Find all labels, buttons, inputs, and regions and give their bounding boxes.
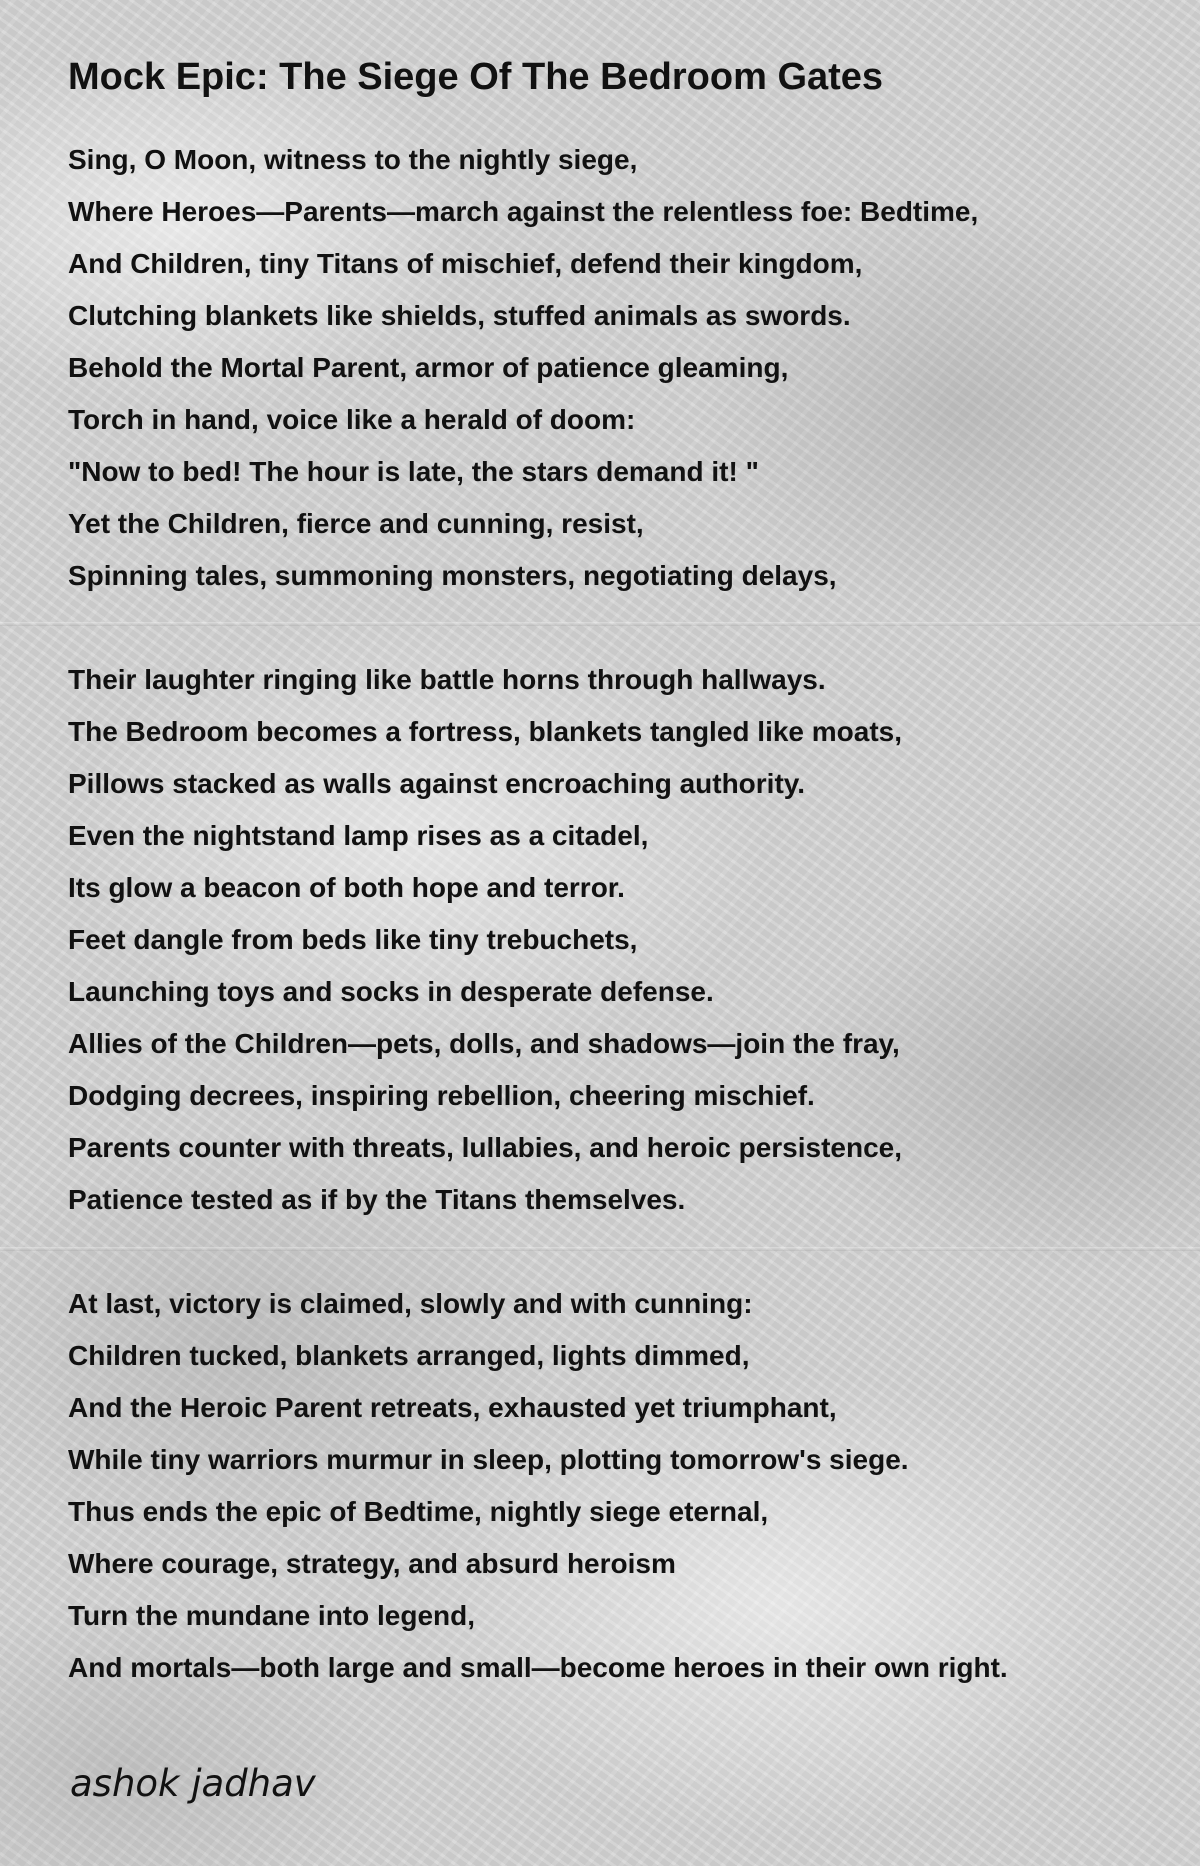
author-signature: ashok jadhav bbox=[70, 1762, 316, 1805]
poem-line: Torch in hand, voice like a herald of doom: bbox=[68, 404, 636, 435]
poem-line: And the Heroic Parent retreats, exhausted yet triumphant, bbox=[68, 1392, 837, 1423]
poem-line: Clutching blankets like shields, stuffed animals as swords. bbox=[68, 300, 851, 331]
poem-line: Launching toys and socks in desperate defense. bbox=[68, 976, 714, 1007]
poem-container bbox=[68, 40, 1178, 1746]
poem-line: Where courage, strategy, and absurd heroism bbox=[68, 1548, 676, 1579]
poem-line: Pillows stacked as walls against encroaching authority. bbox=[68, 768, 806, 799]
poem-title: Mock Epic: The Siege Of The Bedroom Gates bbox=[68, 56, 884, 98]
poem-line: While tiny warriors murmur in sleep, plotting tomorrow's siege. bbox=[68, 1444, 909, 1475]
stanza-1 bbox=[68, 134, 1178, 602]
poem-line: Its glow a beacon of both hope and terror. bbox=[68, 872, 625, 903]
poem-line: Behold the Mortal Parent, armor of patience gleaming, bbox=[68, 352, 789, 383]
poem-line: Even the nightstand lamp rises as a citadel, bbox=[68, 820, 649, 851]
poem-line: And Children, tiny Titans of mischief, defend their kingdom, bbox=[68, 248, 863, 279]
poem-line: Their laughter ringing like battle horns through hallways. bbox=[68, 664, 826, 695]
poem-line: Allies of the Children—pets, dolls, and shadows—join the fray, bbox=[68, 1028, 900, 1059]
poem-line: The Bedroom becomes a fortress, blankets tangled like moats, bbox=[68, 716, 903, 747]
stanza-2 bbox=[68, 654, 1178, 1226]
poem-line: Sing, O Moon, witness to the nightly siege, bbox=[68, 144, 638, 175]
poem-line: Parents counter with threats, lullabies, and heroic persistence, bbox=[68, 1132, 903, 1163]
poem-line: Patience tested as if by the Titans themselves. bbox=[68, 1184, 686, 1215]
poem-line: Turn the mundane into legend, bbox=[68, 1600, 476, 1631]
poem-line: Feet dangle from beds like tiny trebuchets, bbox=[68, 924, 638, 955]
poem-line: And mortals—both large and small—become heroes in their own right. bbox=[68, 1652, 1008, 1683]
poem-line: "Now to bed! The hour is late, the stars demand it! " bbox=[68, 456, 759, 487]
poem-line: At last, victory is claimed, slowly and with cunning: bbox=[68, 1288, 753, 1319]
poem-line: Thus ends the epic of Bedtime, nightly siege eternal, bbox=[68, 1496, 769, 1527]
poem-line: Children tucked, blankets arranged, lights dimmed, bbox=[68, 1340, 750, 1371]
poem-line: Yet the Children, fierce and cunning, resist, bbox=[68, 508, 644, 539]
poem-line: Dodging decrees, inspiring rebellion, cheering mischief. bbox=[68, 1080, 815, 1111]
stanza-3 bbox=[68, 1278, 1178, 1694]
poem-line: Where Heroes—Parents—march against the relentless foe: Bedtime, bbox=[68, 196, 979, 227]
poem-line: Spinning tales, summoning monsters, negotiating delays, bbox=[68, 560, 837, 591]
